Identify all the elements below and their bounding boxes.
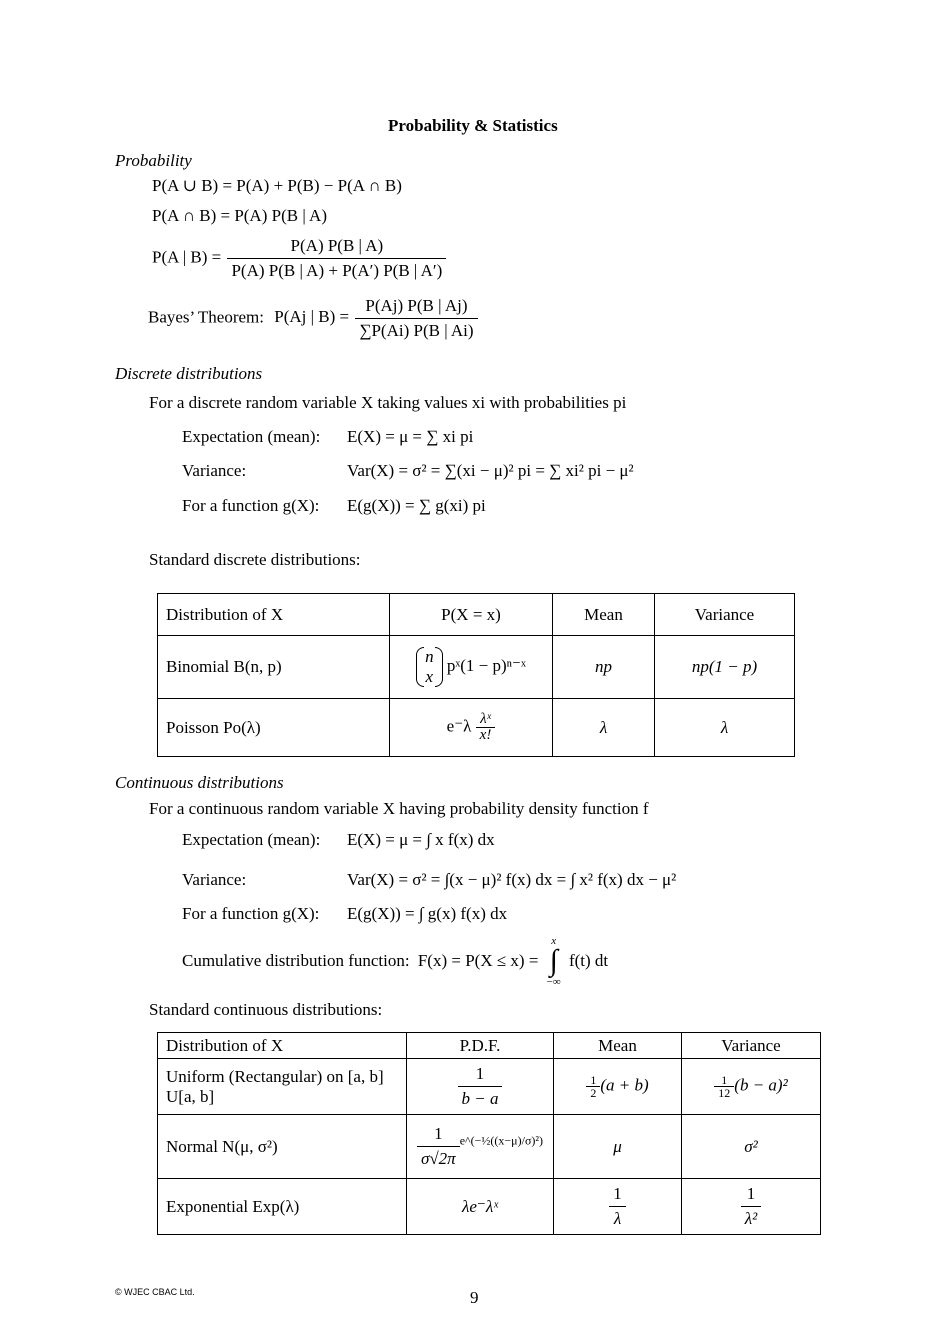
poisson-pmf-prefix: e⁻λ xyxy=(446,716,472,736)
poisson-pmf-denominator: x! xyxy=(479,727,492,743)
poisson-variance: λ xyxy=(655,699,795,757)
normal-pdf-denominator: σ√2π xyxy=(420,1149,456,1168)
discrete-function-label: For a function g(X): xyxy=(182,496,320,515)
continuous-expectation-label: Expectation (mean): xyxy=(182,830,321,849)
standard-continuous-label: Standard continuous distributions: xyxy=(149,1000,383,1019)
uniform-pdf-denominator: b − a xyxy=(461,1089,499,1108)
continuous-distributions-table xyxy=(157,1032,821,1235)
union-rule: P(A ∪ B) = P(A) + P(B) − P(A ∩ B) xyxy=(152,176,402,195)
cdf-upper-limit: x xyxy=(551,935,557,947)
cdf-lower-limit: −∞ xyxy=(546,976,561,988)
table-header: P.D.F. xyxy=(407,1033,554,1059)
exponential-variance: $\frac{1}{\text{λ²}}$ xyxy=(682,1179,821,1235)
exponential-pdf: λe⁻λˣ xyxy=(407,1179,554,1235)
normal-variance: σ² xyxy=(682,1115,821,1179)
discrete-heading: Discrete distributions xyxy=(115,364,263,383)
uniform-name-line1: Uniform (Rectangular) on [a, b] xyxy=(166,1066,384,1086)
table-header: Variance xyxy=(655,594,795,636)
continuous-intro: For a continuous random variable X having probability density function f xyxy=(149,799,649,818)
cdf-integrand: f(t) dt xyxy=(568,950,609,970)
conditional-probability-formula xyxy=(152,234,446,283)
discrete-distributions-table xyxy=(157,593,795,757)
probability-heading: Probability xyxy=(115,151,192,170)
table-row xyxy=(158,1059,821,1115)
uniform-name-line2: U[a, b] xyxy=(166,1086,215,1106)
intersection-rule: P(A ∩ B) = P(A) P(B | A) xyxy=(152,206,327,225)
uniform-pdf xyxy=(407,1059,554,1115)
discrete-variance-label: Variance: xyxy=(182,461,247,480)
conditional-numerator: P(A) P(B | A) xyxy=(227,234,446,259)
discrete-variance-formula: Var(X) = σ² = ∑(xi − μ)² pi = ∑ xi² pi − μ² xyxy=(347,461,634,480)
conditional-denominator: P(A) P(B | A) + P(A′) P(B | A′) xyxy=(231,261,443,280)
standard-discrete-label: Standard discrete distributions: xyxy=(149,550,361,569)
table-header: Distribution of X xyxy=(158,594,390,636)
continuous-expectation-formula: E(X) = μ = ∫ x f(x) dx xyxy=(347,830,495,849)
continuous-heading: Continuous distributions xyxy=(115,773,284,792)
table-header: Mean xyxy=(553,594,655,636)
page-number: 9 xyxy=(470,1288,479,1307)
table-row xyxy=(158,1179,821,1235)
uniform-pdf-numerator: 1 xyxy=(458,1062,503,1087)
bayes-numerator: P(Aj) P(B | Aj) xyxy=(355,294,477,319)
discrete-function-formula: E(g(X)) = ∑ g(xi) pi xyxy=(347,496,486,515)
uniform-mean: $\frac{1}{2}$ (a + b) xyxy=(554,1059,682,1115)
uniform-variance: $\frac{1}{12}$ (b − a)² xyxy=(682,1059,821,1115)
cdf-integral: x ∫ −∞ xyxy=(543,936,565,988)
table-header-row xyxy=(158,1033,821,1059)
binomial-pmf-rest: pˣ(1 − p)ⁿ⁻ˣ xyxy=(446,655,526,675)
discrete-intro: For a discrete random variable X taking values xi with probabilities pi xyxy=(149,393,627,412)
binomial-name: Binomial B(n, p) xyxy=(158,636,390,699)
continuous-variance-formula: Var(X) = σ² = ∫(x − μ)² f(x) dx = ∫ x² f(x) dx − μ² xyxy=(347,870,677,889)
normal-name: Normal N(μ, σ²) xyxy=(158,1115,407,1179)
poisson-pmf-numerator: λˣ xyxy=(476,712,496,728)
table-row xyxy=(158,699,795,757)
table-row xyxy=(158,636,795,699)
page-title: Probability & Statistics xyxy=(388,116,558,135)
table-header-row xyxy=(158,594,795,636)
normal-mean: μ xyxy=(554,1115,682,1179)
cdf-label: Cumulative distribution function: xyxy=(182,950,410,970)
continuous-function-formula: E(g(X)) = ∫ g(x) f(x) dx xyxy=(347,904,508,923)
discrete-expectation-formula: E(X) = μ = ∑ xi pi xyxy=(347,427,474,446)
discrete-expectation-label: Expectation (mean): xyxy=(182,427,321,446)
bayes-lhs: P(Aj | B) = xyxy=(274,307,350,327)
table-header: P(X = x) xyxy=(390,594,553,636)
cdf-lhs: F(x) = P(X ≤ x) = xyxy=(417,950,539,970)
binomial-variance: np(1 − p) xyxy=(655,636,795,699)
table-header: Distribution of X xyxy=(158,1033,407,1059)
exponential-mean: $\frac{1}{\lambda}$ xyxy=(554,1179,682,1235)
bayes-theorem-formula xyxy=(148,294,478,343)
normal-pdf-exponential: e^(−½((x−μ)/σ)²) xyxy=(459,1133,544,1148)
bayes-denominator: ∑P(Ai) P(B | Ai) xyxy=(359,321,474,340)
poisson-mean: λ xyxy=(553,699,655,757)
table-row xyxy=(158,1115,821,1179)
binomial-pmf xyxy=(390,636,553,699)
table-header: Variance xyxy=(682,1033,821,1059)
uniform-name xyxy=(158,1059,407,1115)
continuous-variance-label: Variance: xyxy=(182,870,247,889)
conditional-lhs: P(A | B) = xyxy=(152,247,222,267)
normal-pdf xyxy=(407,1115,554,1179)
binomial-coefficient: n x xyxy=(416,647,443,687)
cdf-formula xyxy=(182,936,608,988)
exponential-name: Exponential Exp(λ) xyxy=(158,1179,407,1235)
poisson-name: Poisson Po(λ) xyxy=(158,699,390,757)
normal-pdf-numerator: 1 xyxy=(417,1122,460,1147)
continuous-function-label: For a function g(X): xyxy=(182,904,320,923)
bayes-label: Bayes’ Theorem: xyxy=(148,307,264,327)
footer-copyright: © WJEC CBAC Ltd. xyxy=(115,1287,195,1297)
binomial-mean: np xyxy=(553,636,655,699)
table-header: Mean xyxy=(554,1033,682,1059)
poisson-pmf xyxy=(390,699,553,757)
